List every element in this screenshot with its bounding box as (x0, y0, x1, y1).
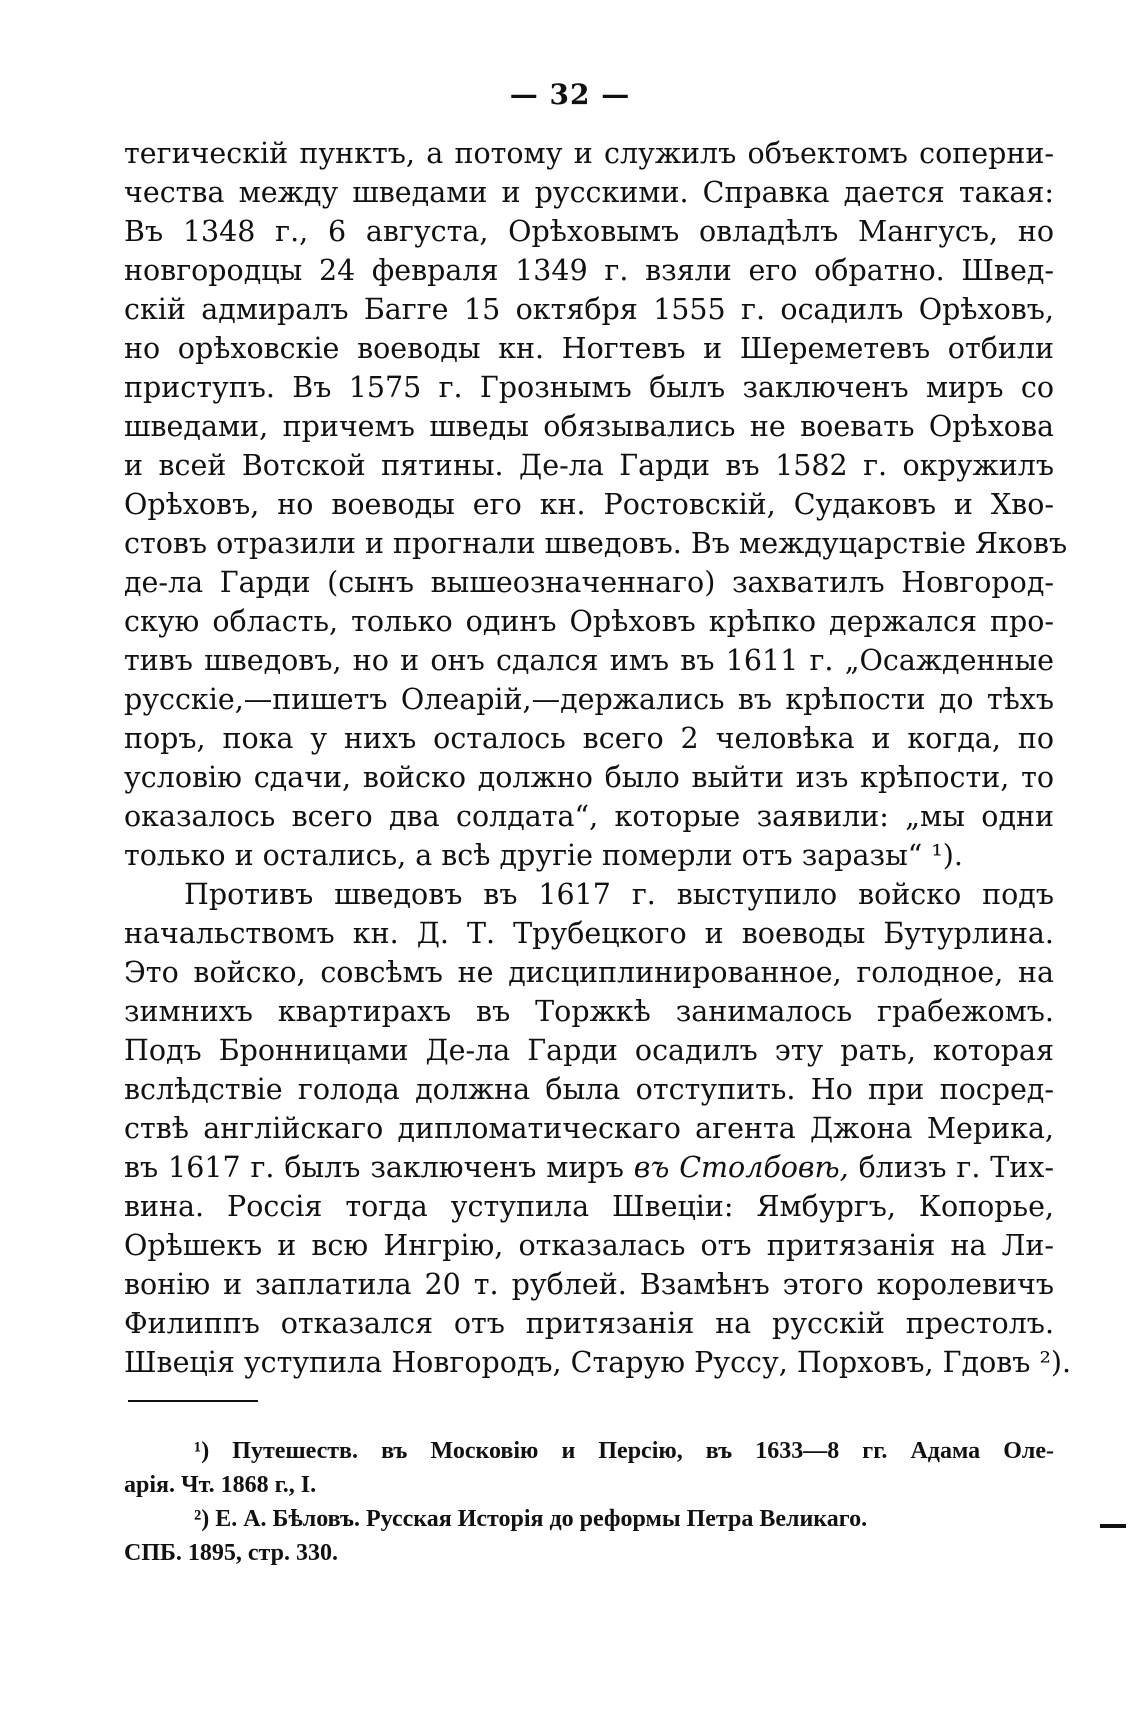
text-line: поръ, пока у нихъ осталось всего 2 человѣка и когда, по (124, 722, 1054, 755)
text-line: только и остались, а всѣ другіе померли отъ заразы“ ¹). (124, 839, 963, 872)
text-line: шведами, причемъ шведы обязывались не воевать Орѣхова (124, 410, 1054, 443)
text-line: чества между шведами и русскими. Справка дается такая: (124, 176, 1054, 209)
text-line: начальствомъ кн. Д. Т. Трубецкого и воеводы Бутурлина. (124, 917, 1054, 950)
main-text (124, 134, 1072, 1382)
text-line: де-ла Гарди (сынъ вышеозначеннаго) захватилъ Новгород- (124, 566, 1054, 599)
text-line: Въ 1348 г., 6 августа, Орѣховымъ овладѣлъ Мангусъ, но (124, 215, 1054, 248)
text-line: русскіе,—пишетъ Олеарій,—держались въ крѣпости до тѣхъ (124, 683, 1054, 716)
text-line: тивъ шведовъ, но и онъ сдался имъ въ 1611 г. „Осажденные (124, 644, 1054, 677)
text-line: тегическій пунктъ, а потому и служилъ объектомъ соперни- (124, 137, 1054, 170)
text-line: новгородцы 24 февраля 1349 г. взяли его обратно. Швед- (124, 254, 1054, 287)
text-line: скій адмиралъ Багге 15 октября 1555 г. осадилъ Орѣховъ, (124, 293, 1054, 326)
footnote-line: арія. Чт. 1868 г., I. (124, 1472, 317, 1498)
footnote-divider (128, 1400, 258, 1402)
footnotes (124, 1434, 1054, 1570)
text-line: Это войско, совсѣмъ не дисциплинированное, голодное, на (124, 956, 1054, 989)
text-line: вина. Россія тогда уступила Швеціи: Ямбургъ, Копорье, (124, 1190, 1054, 1223)
text-segment: близъ г. Тих- (858, 1151, 1054, 1184)
footnote-line: ¹) Путешеств. въ Московію и Персію, въ 1633—8 гг. Адама Оле- (194, 1438, 1054, 1464)
text-line: но орѣховскіе воеводы кн. Ногтевъ и Шереметевъ отбили (124, 332, 1054, 365)
text-line: оказалось всего два солдата“, которые заявили: „мы одни (124, 800, 1054, 833)
page-number: — 32 — (509, 78, 631, 111)
edge-mark (1100, 1524, 1126, 1528)
text-line: Противъ шведовъ въ 1617 г. выступило войско подъ (184, 878, 1054, 911)
text-line: Филиппъ отказался отъ притязанія на русскій престолъ. (124, 1307, 1054, 1340)
text-line: Орѣшекъ и всю Ингрію, отказалась отъ притязанія на Ли- (124, 1229, 1054, 1262)
text-line: условію сдачи, войско должно было выйти изъ крѣпости, то (124, 761, 1054, 794)
footnote-line: СПБ. 1895, стр. 330. (124, 1540, 338, 1566)
text-line: Швеція уступила Новгородъ, Старую Руссу, Порховъ, Гдовъ ²). (124, 1346, 1072, 1379)
text-line: вслѣдствіе голода должна была отступить. Но при посред- (124, 1073, 1054, 1106)
text-line: скую область, только одинъ Орѣховъ крѣпко держался про- (124, 605, 1054, 638)
text-line-stolbovo (124, 1148, 1054, 1187)
text-line: приступъ. Въ 1575 г. Грознымъ былъ заключенъ миръ со (124, 371, 1054, 404)
text-line: Орѣховъ, но воеводы его кн. Ростовскій, Судаковъ и Хво- (124, 488, 1054, 521)
text-line: ствѣ англійскаго дипломатическаго агента Джона Мерика, (124, 1112, 1054, 1145)
text-line: стовъ отразили и прогнали шведовъ. Въ междуцарствіе Яковъ (124, 527, 1068, 560)
footnote-line: ²) Е. А. Бѣловъ. Русская Исторія до реформы Петра Великаго. (194, 1506, 868, 1532)
italic-place-name: въ Столбовѣ, (633, 1151, 849, 1184)
text-segment: въ 1617 г. былъ заключенъ миръ (124, 1151, 624, 1184)
text-line: вонію и заплатила 20 т. рублей. Взамѣнъ этого королевичъ (124, 1268, 1054, 1301)
text-line: зимнихъ квартирахъ въ Торжкѣ занималось грабежомъ. (124, 995, 1054, 1028)
text-line: и всей Вотской пятины. Де-ла Гарди въ 1582 г. окружилъ (124, 449, 1054, 482)
text-line: Подъ Бронницами Де-ла Гарди осадилъ эту рать, которая (124, 1034, 1054, 1067)
